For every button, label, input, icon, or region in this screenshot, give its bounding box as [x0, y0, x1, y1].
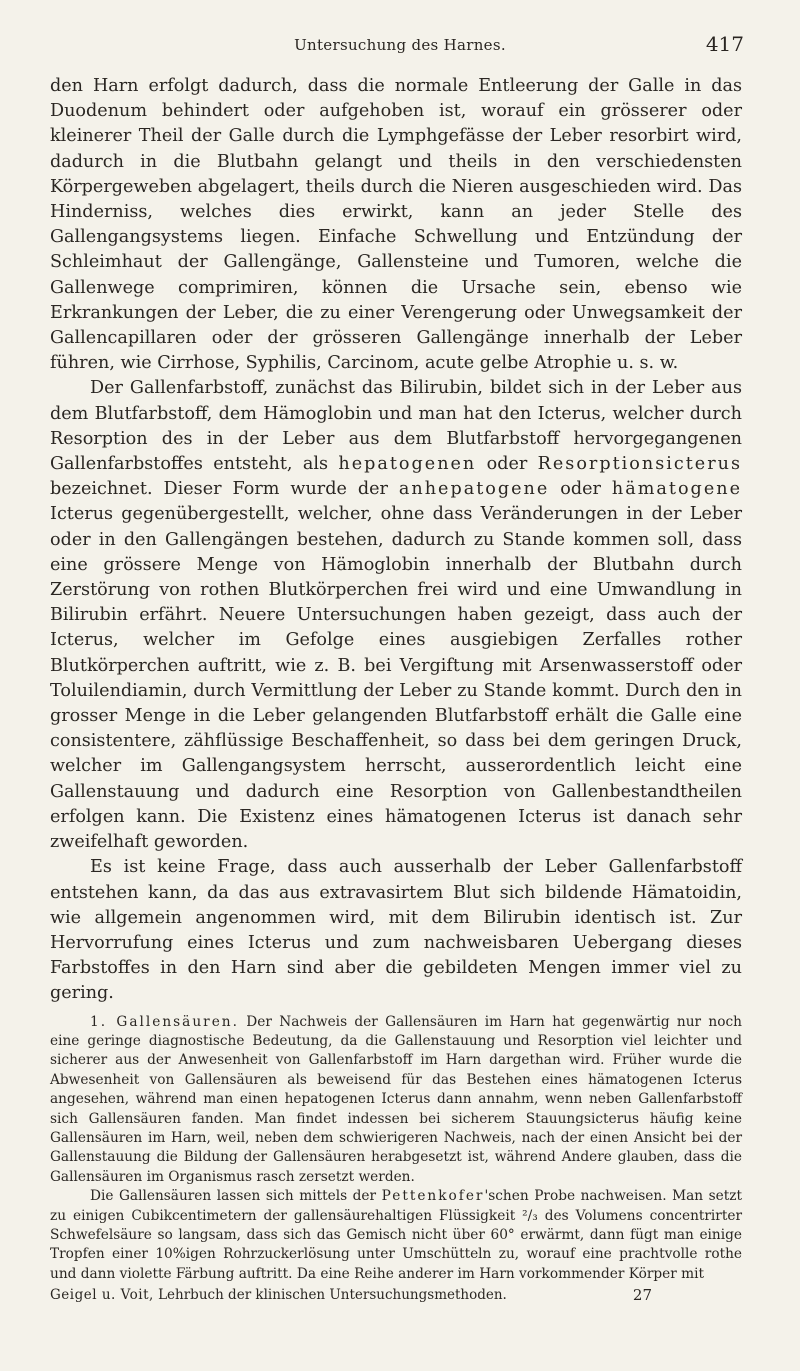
small-print-section	[50, 1013, 742, 1285]
pettenkofer-text-b: 'schen Probe nachweisen. Man setzt zu einigen Cubikcentimetern der gallensäurehaltigen Flüssigkeit ²/₃ des Volumens concentrirter Schwefelsäure so langsam, dass sich das Gemisch nicht über 60° erwärmt, dann fügt man einige Tropfen einer 10%igen Rohrzuckerlösung unter Umschütteln zu, worauf eine prachtvolle rothe und dann violette Färbung auftritt. Da eine Reihe anderer im Harn vorkommender Körper mit	[50, 1188, 742, 1282]
signature-title: Lehrbuch der klinischen Untersuchungsmethoden.	[153, 1287, 507, 1304]
paragraph-2	[50, 376, 742, 855]
paragraph-2-text-d: oder	[549, 479, 612, 500]
page-footer	[50, 1286, 742, 1305]
running-title: Untersuchung des Harnes.	[294, 36, 506, 54]
signature-number: 27	[632, 1286, 652, 1305]
paragraph-3	[50, 855, 742, 1006]
paragraph-2-text-a: Der Gallenfarbstoff, zunächst das Bilirubin, bildet sich in der Leber aus dem Blutfarbstoff, dem Hämoglobin und man hat den Icterus, welcher durch Resorption des in der Leber aus dem Blutfarbstoff hervorgegangenen Gallenfarbstoffes entsteht, als	[50, 378, 742, 475]
section-text: Der Nachweis der Gallensäuren im Harn hat gegenwärtig nur noch eine geringe diagnostische Bedeutung, da die Gallenstauung und Resorption viel leichter und sicherer aus der Anwesenheit von Gallenfarbstoff im Harn dargethan wird. Früher wurde die Abwesenheit von Gallensäuren als beweisend für das Bestehen eines hämatogenen Icterus angesehen, während man einen hepatogenen Icterus dann annahm, wenn neben Gallenfarbstoff sich Gallensäuren fanden. Man findet indessen bei sicherem Stauungsicterus häufig keine Gallensäuren im Harn, weil, neben dem schwierigeren Nachweis, nach der einen Ansicht bei der Gallenstauung die Bildung der Gallensäuren herabgesetzt ist, während Andere glauben, dass die Gallensäuren im Organismus rasch zersetzt werden.	[50, 1013, 742, 1185]
signature-authors: Geigel u. Voit,	[50, 1287, 154, 1304]
term-haematogene: hämatogene	[611, 479, 742, 500]
paragraph-3-text: Es ist keine Frage, dass auch ausserhalb der Leber Gallenfarbstoff entstehen kann, da das aus extravasirtem Blut sich bildende Hämatoidin, wie allgemein angenommen wird, mit dem Bilirubin identisch ist. Zur Hervorrufung eines Icterus und zum nachweisbaren Uebergang dieses Farbstoffes in den Harn sind aber die gebildeten Mengen immer viel zu gering.	[50, 857, 742, 1004]
term-resorptionsicterus: Resorptionsicterus	[537, 454, 742, 475]
section-gallensaeuren	[50, 1013, 742, 1188]
paragraph-2-text-e: Icterus gegenübergestellt, welcher, ohne dass Veränderungen in der Leber oder in den Gallengängen bestehen, dadurch zu Stande kommen soll, dass eine grössere Menge von Hämoglobin innerhalb der Blutbahn durch Zerstörung von rothen Blutkörperchen frei wird und eine Umwandlung in Bilirubin erfährt. Neuere Untersuchungen haben gezeigt, dass auch der Icterus, welcher im Gefolge eines ausgiebigen Zerfalles rother Blutkörperchen auftritt, wie z. B. bei Vergiftung mit Arsenwasserstoff oder Toluilendiamin, durch Vermittlung der Leber zu Stande kommt. Durch den in grosser Menge in die Leber gelangenden Blutfarbstoff erhält die Galle eine consistentere, zähflüssige Beschaffenheit, so dass bei dem geringen Druck, welcher im Gallengangsystem herrscht, ausserordentlich leicht eine Gallenstauung und dadurch eine Resorption von Gallenbestandtheilen erfolgen kann. Die Existenz eines hämatogenen Icterus ist danach sehr zweifelhaft geworden.	[50, 504, 742, 853]
section-heading: 1. Gallensäuren.	[90, 1013, 239, 1030]
paragraph-1	[50, 74, 742, 376]
term-hepatogenen: hepatogenen	[338, 454, 477, 475]
page-header	[0, 0, 800, 70]
paragraph-2-text-c: bezeichnet. Dieser Form wurde der	[50, 479, 399, 500]
pettenkofer-paragraph	[50, 1187, 742, 1284]
main-text	[50, 74, 742, 1007]
term-anhepatogene: anhepatogene	[398, 479, 550, 500]
page-number: 417	[705, 32, 744, 56]
paragraph-1-text: den Harn erfolgt dadurch, dass die normale Entleerung der Galle in das Duodenum behindert oder aufgehoben ist, worauf ein grösserer oder kleinerer Theil der Galle durch die Lymphgefässe der Leber resorbirt wird, dadurch in die Blutbahn gelangt und theils in den verschiedensten Körpergeweben abgelagert, theils durch die Nieren ausgeschieden wird. Das Hinderniss, welches dies erwirkt, kann an jeder Stelle des Gallengangsystems liegen. Einfache Schwellung und Entzündung der Schleimhaut der Gallengänge, Gallensteine und Tumoren, welche die Gallenwege comprimiren, können die Ursache sein, ebenso wie Erkrankungen der Leber, die zu einer Verengerung oder Unwegsamkeit der Gallencapillaren oder der grösseren Gallengänge innerhalb der Leber führen, wie Cirrhose, Syphilis, Carcinom, acute gelbe Atrophie u. s. w.	[50, 76, 742, 374]
pettenkofer-text-a: Die Gallensäuren lassen sich mittels der	[90, 1188, 382, 1205]
author-name-pettenkofer: Pettenkofer	[381, 1188, 485, 1205]
paragraph-2-text-b: oder	[476, 454, 538, 475]
